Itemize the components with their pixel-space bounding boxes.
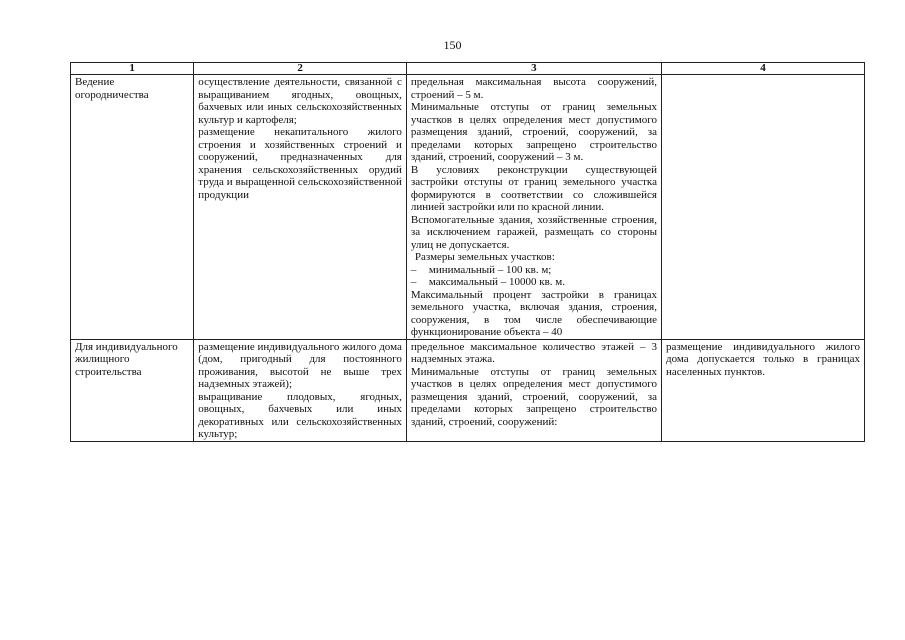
parameters-cell bbox=[406, 75, 661, 340]
parameters-paragraph: Минимальные отступы от границ земельных участков в целях определения мест допустимого размещения зданий, строений, сооружений, за пределами которых запрещено строительство зданий, строений, сооружений: bbox=[410, 365, 657, 428]
parameters-paragraph: предельная максимальная высота сооружений, строений – 5 м. bbox=[410, 76, 657, 101]
header-col-4: 4 bbox=[661, 63, 864, 75]
table-row bbox=[71, 75, 865, 340]
list-item-text: минимальный – 100 кв. м; bbox=[428, 263, 552, 276]
list-dash: – bbox=[410, 276, 417, 288]
header-col-1: 1 bbox=[71, 63, 194, 75]
land-use-name-text: Для индивидуального жилищного строительства bbox=[75, 340, 178, 378]
parameters-paragraph: Максимальный процент застройки в границах земельного участка, включая здания, строения, сооружения, в том числе обеспечивающие функционирование объекта – 40 bbox=[410, 288, 657, 338]
restrictions-text: размещение индивидуального жилого дома допускается только в границах населенных пунктов. bbox=[665, 340, 860, 378]
header-col-3: 3 bbox=[406, 63, 661, 75]
parameters-paragraph: Размеры земельных участков: bbox=[414, 251, 555, 263]
parameters-paragraph: В условиях реконструкции существующей застройки отступы от границ земельного участка формируются в соответствии со сложившейся линией застройки или по красной линии. bbox=[410, 163, 657, 213]
list-item bbox=[411, 264, 657, 277]
land-use-name bbox=[71, 75, 194, 340]
page-number: 150 bbox=[443, 38, 462, 52]
parameters-paragraph: Минимальные отступы от границ земельных участков в целях определения мест допустимого размещения зданий, строений, сооружений, за пределами которых запрещено строительство зданий, строений, сооружений – 3 м. bbox=[410, 101, 657, 163]
land-use-description bbox=[194, 75, 407, 340]
list-item bbox=[411, 276, 657, 289]
parameters-paragraph: Вспомогательные здания, хозяйственные строения, за исключением гаражей, размещать со стороны улиц не допускается. bbox=[410, 213, 657, 251]
parameters-cell bbox=[406, 339, 661, 441]
regulations-table bbox=[70, 62, 865, 442]
description-paragraph: осуществление деятельности, связанной с выращиванием ягодных, овощных, бахчевых или иных сельскохозяйственных культур и картофеля; bbox=[198, 76, 402, 126]
parameters-paragraph: предельное максимальное количество этажей – 3 надземных этажа. bbox=[410, 340, 657, 365]
list-item-text: максимальный – 10000 кв. м. bbox=[428, 276, 566, 288]
description-paragraph: выращивание плодовых, ягодных, овощных, бахчевых или иных декоративных или сельскохозяйственных культур; bbox=[198, 390, 402, 440]
land-use-name bbox=[71, 339, 194, 441]
description-paragraph: размещение некапитального жилого строения и хозяйственных строений и сооружений, предназначенных для хранения сельскохозяйственных орудий труда и выращенной сельскохозяйственной продукции bbox=[198, 126, 402, 201]
restrictions-cell bbox=[661, 339, 864, 441]
header-col-2: 2 bbox=[194, 63, 407, 75]
land-use-name-text: Ведение огородничества bbox=[75, 76, 149, 101]
table-row bbox=[71, 339, 865, 441]
table-header-row bbox=[71, 63, 865, 75]
restrictions-cell bbox=[661, 75, 864, 340]
description-paragraph: размещение индивидуального жилого дома (дом, пригодный для постоянного проживания, высотой не выше трех надземных этажей); bbox=[198, 340, 402, 390]
land-use-description bbox=[194, 339, 407, 441]
list-dash: – bbox=[410, 263, 417, 276]
